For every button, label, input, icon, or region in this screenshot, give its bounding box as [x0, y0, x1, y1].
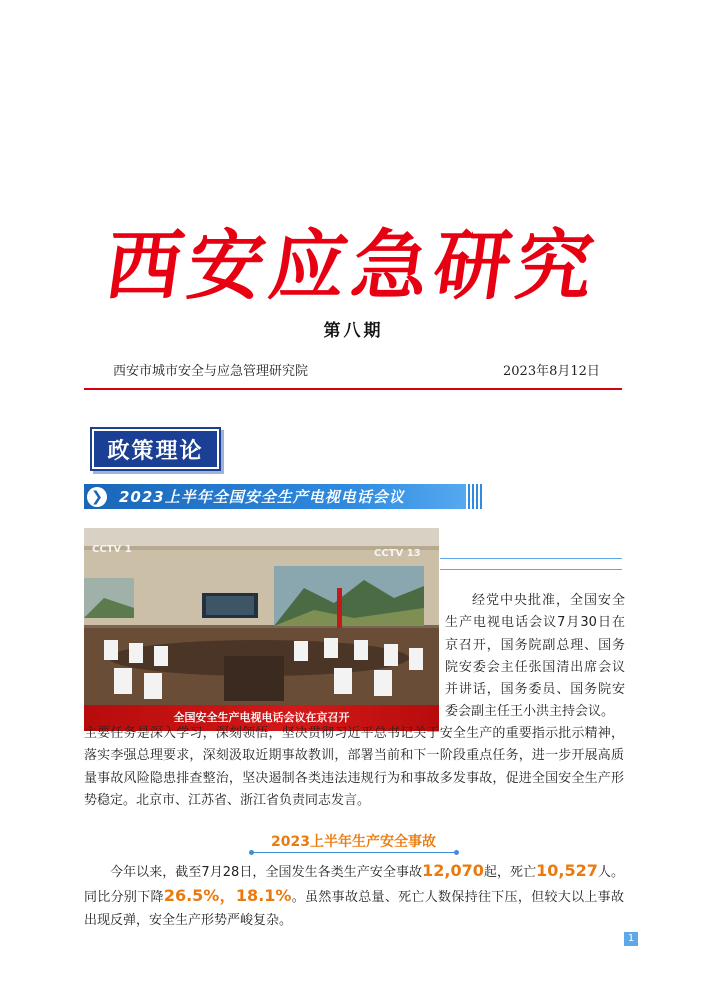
publisher-org: 西安市城市安全与应急管理研究院	[113, 364, 309, 379]
article-intro-text: 经党中央批准，全国安全生产电视电话会议7月30日在京召开，国务院副总理、国务院安委会主任张国清出席会议并讲话，国务委员、国务院安委会副主任王小洪主持会议。	[445, 593, 625, 720]
paragraph-2-text-c: 人。同比分别下降	[84, 865, 624, 905]
accident-count: 12,070	[422, 861, 484, 880]
paragraph-2-text-b: 起，死亡	[483, 865, 537, 880]
channel-logo-right: CCTV 13	[374, 548, 421, 559]
banner-stripes	[468, 484, 484, 509]
section-tag: 政策理论	[92, 429, 219, 469]
paragraph-2-text-a: 今年以来，截至7月28日，全国发生各类生产安全事故	[110, 865, 423, 880]
article-intro	[445, 590, 625, 724]
decorative-lines	[440, 558, 622, 570]
subheading-dot-right	[454, 850, 459, 855]
header-divider	[84, 388, 622, 390]
subheading-underline	[252, 852, 456, 853]
meeting-photo	[84, 528, 439, 731]
subheading-dot-left	[249, 850, 254, 855]
death-count: 10,527	[536, 861, 598, 880]
issue-number: 第八期	[323, 321, 384, 341]
article-paragraph-2	[84, 859, 624, 932]
article-banner-title: 2023上半年全国安全生产电视电话会议	[119, 488, 405, 506]
decline-rates: 26.5%，18.1%	[163, 886, 292, 905]
publish-date: 2023年8月12日	[503, 364, 600, 379]
article-paragraph-1: 主要任务是深入学习，深刻领悟，坚决贯彻习近平总书记关于安全生产的重要指示批示精神，落实李强总理要求，深刻汲取近期事故教训，部署当前和下一阶段重点任务，进一步开展高质量事故风险隐患排查整治，坚决遏制各类违法违规行为和事故多发事故，促进全国安全生产形势稳定。北京市、江苏省、浙江省负责同志发言。	[84, 726, 624, 808]
chevron-right-icon: ❯	[87, 487, 107, 507]
paragraph-2-text-d: 。虽然事故总量、死亡人数保持往下压，但较大以上事故出现反弹，安全生产形势严峻复杂。	[84, 890, 624, 928]
channel-logo-left: CCTV 1	[92, 544, 132, 555]
page-number: 1	[624, 932, 638, 946]
article-banner	[84, 484, 466, 509]
masthead-title: 西安应急研究	[100, 221, 605, 310]
photo-caption: 全国安全生产电视电话会议在京召开	[84, 705, 439, 731]
subheading: 2023上半年生产安全事故	[271, 834, 436, 850]
